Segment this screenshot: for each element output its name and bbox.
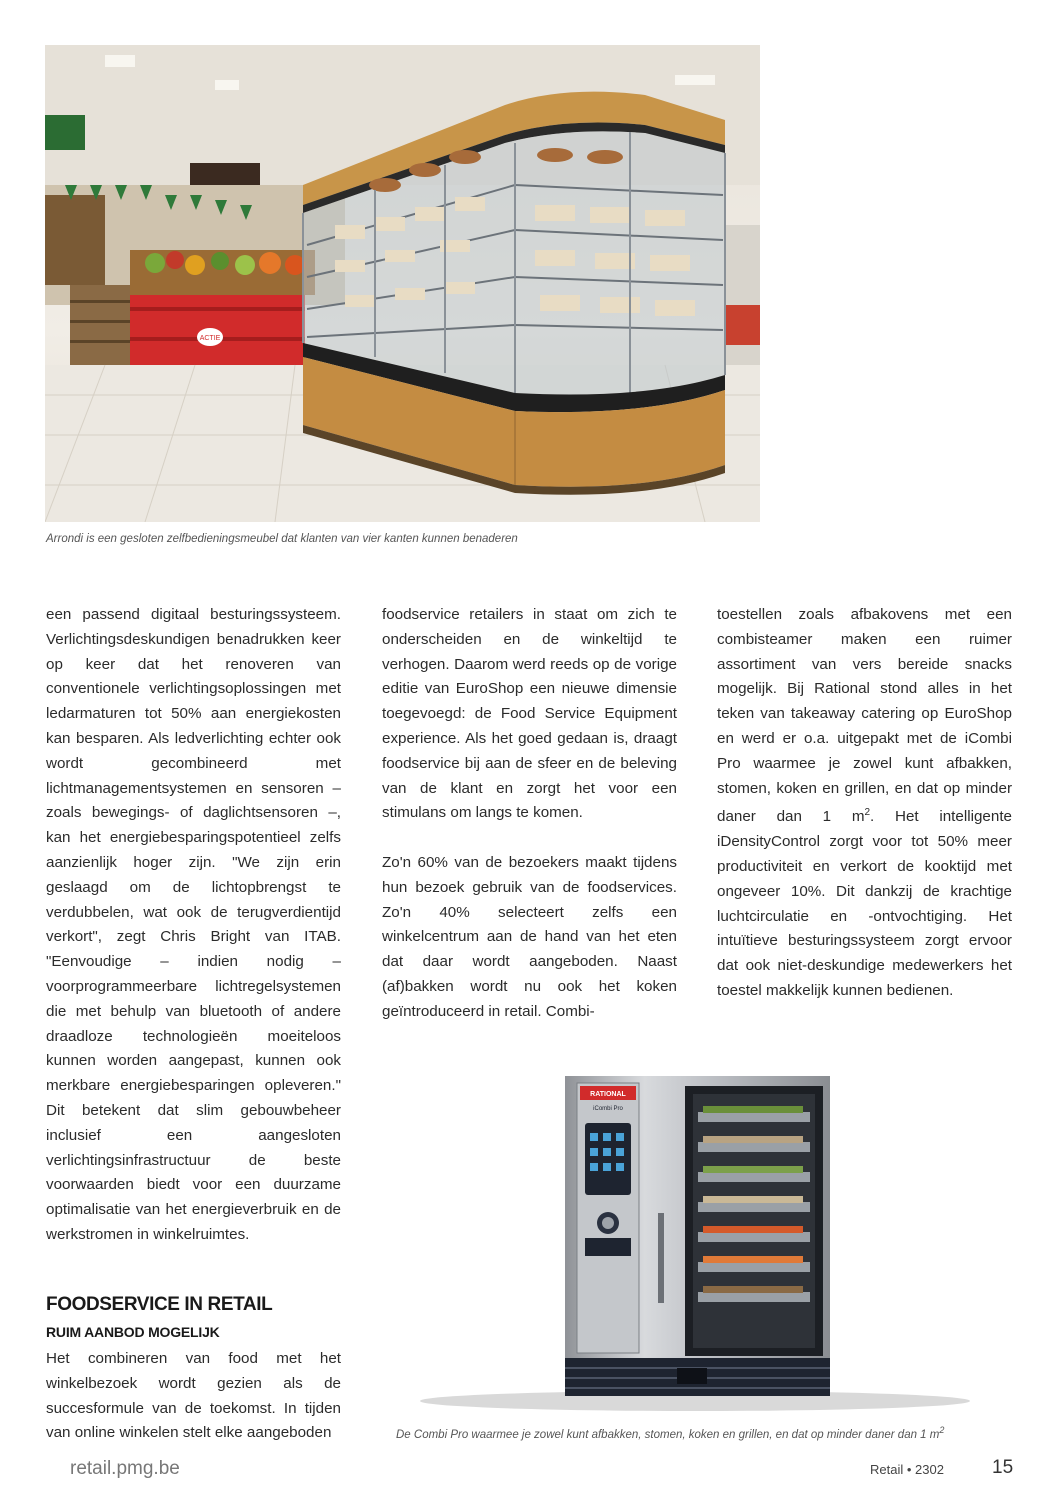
magazine-issue: Retail • 2302 [870, 1462, 944, 1477]
superscript: 2 [864, 807, 871, 819]
article-column-3 [717, 603, 1012, 1004]
section-subheading: RUIM AANBOD MOGELIJK [46, 1324, 220, 1340]
model-label: iCombi Pro [593, 1106, 623, 1112]
article-paragraph: een passend digitaal besturingssysteem. Verlichtingsdeskundigen benadrukken keer op keer dat het renoveren van conventionele verlichtingsoplossingen met ledarmaturen tot 50% aan energiekosten kan besparen. Als ledverlichting echter ook wordt gecombineerd met lichtmanagementsystemen en sensoren – zoals bewegings- of daglichtsensoren –, kan het energiebesparingspotentieel zelfs aanzienlijk hoger zijn. "We zijn erin geslaagd om de lichtopbrengst te verdubbelen, wat ook de terugverdientijd verkort", zegt Chris Bright van ITAB. "Eenvoudige – indien nodig – voorprogrammeerbare lichtregelsystemen die met behulp van bluetooth of andere draadloze technologieën moeiteloos kunnen worden aangepast, kunnen ook merkbare energiebesparingen opleveren." Dit betekent dat slim gebouwbeheer inclusief een aangesloten verlichtingsinfrastructuur de beste voorwaarden biedt voor een duurzame optimalisatie van het energieverbruik en de werkstromen in winkelruimtes. [46, 606, 341, 1243]
article-column-1-continued [46, 1347, 341, 1446]
article-paragraph: foodservice retailers in staat om zich te onderscheiden en de winkeltijd te verhogen. Daarom werd reeds op de vorige editie van EuroShop een nieuwe dimensie toegevoegd: de Food Service Equipment experience. Als het goed gedaan is, draagt foodservice bij aan de sfeer en de beleving van de klant en zorgt het voor een stimulans om langs te komen. [382, 606, 677, 822]
photo-caption-top: Arrondi is een gesloten zelfbedieningsmeubel dat klanten van vier kanten kunnen benaderen [46, 533, 518, 545]
display-case-photo [45, 45, 760, 522]
article-text: . Het intelligente iDensityControl zorgt voor tot 50% meer productiviteit en verkort de kooktijd met ongeveer 10%. Dit dankzij de krachtige luchtcirculatie en -ontvochtiging. Het intuïtieve besturingssysteem zorgt ervoor dat ook niet-deskundige medewerkers het toestel makkelijk kunnen bedienen. [717, 808, 1012, 1000]
brand-label: RATIONAL [590, 1091, 626, 1098]
article-paragraph: Het combineren van food met het winkelbezoek wordt gezien als de succesformule van de toekomst. In tijden van online winkelen stelt elke aangeboden [46, 1350, 341, 1442]
combi-oven-photo [415, 1068, 980, 1413]
caption-text: De Combi Pro waarmee je zowel kunt afbakken, stomen, koken en grillen, en dat op minder daner dan 1 m [396, 1428, 940, 1441]
article-paragraph [717, 603, 1012, 1004]
page-number: 15 [992, 1457, 1014, 1478]
photo-caption-oven [396, 1425, 1016, 1441]
article-column-2 [382, 603, 677, 1025]
actie-sign: ACTIE [199, 335, 221, 342]
article-column-1 [46, 603, 341, 1248]
article-text: toestellen zoals afbakovens met een combisteamer maken een ruimer assortiment van vers bereide snacks mogelijk. Bij Rational stond alles in het teken van takeaway catering op EuroShop en werd er o.a. uitgepakt met de iCombi Pro waarmee je zowel kunt afbakken, stomen, koken en grillen, en dat op minder daner dan 1 m [717, 606, 1012, 826]
superscript: 2 [939, 1425, 945, 1435]
article-paragraph: Zo'n 60% van de bezoekers maakt tijdens hun bezoek gebruik van de foodservices. Zo'n 40% selecteert zelfs een winkelcentrum aan de hand van het eten dat daar wordt aangeboden. Naast (af)bakken wordt nu ook het koken geïntroduceerd in retail. Combi- [382, 853, 677, 1020]
section-heading: FOODSERVICE IN RETAIL [46, 1294, 273, 1315]
website-url[interactable]: retail.pmg.be [70, 1458, 180, 1479]
